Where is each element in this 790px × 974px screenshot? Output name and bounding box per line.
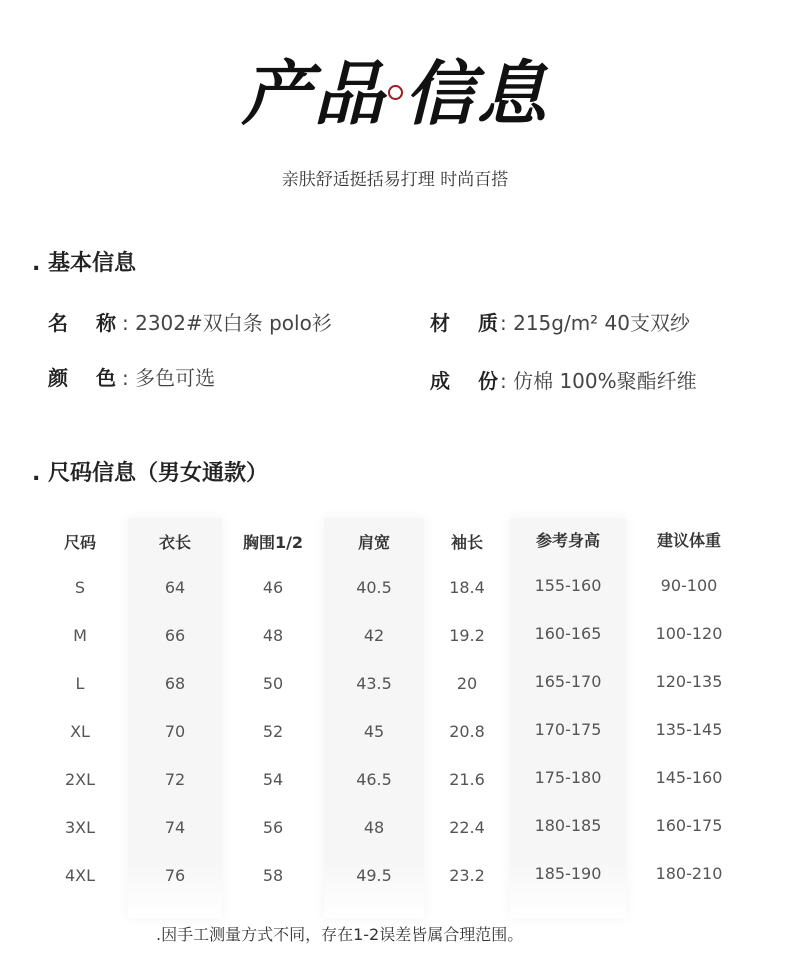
length-column bbox=[128, 518, 222, 918]
table-cell: 46.5 bbox=[356, 770, 392, 789]
table-cell: 155-160 bbox=[534, 576, 602, 595]
table-cell: 4XL bbox=[64, 866, 96, 885]
table-cell: 72 bbox=[164, 770, 186, 789]
name-label: 名 称 bbox=[48, 311, 116, 335]
table-cell: 76 bbox=[164, 866, 186, 885]
title-part-1: 产品 bbox=[241, 52, 386, 135]
column-header: 袖长 bbox=[450, 533, 483, 552]
composition-value: : 仿棉 100%聚酯纤维 bbox=[500, 369, 697, 393]
table-cell: 49.5 bbox=[356, 866, 392, 885]
table-cell: 50 bbox=[262, 674, 284, 693]
table-cell: 160-165 bbox=[534, 624, 602, 643]
table-cell: 74 bbox=[164, 818, 186, 837]
weight-column bbox=[626, 518, 752, 918]
color-label: 颜 色 bbox=[48, 366, 116, 390]
table-cell: 40.5 bbox=[356, 578, 392, 597]
column-header: 肩宽 bbox=[357, 533, 390, 552]
material-label: 材 质 bbox=[430, 311, 498, 335]
size-table bbox=[32, 518, 764, 918]
table-cell: 180-210 bbox=[655, 864, 723, 883]
table-cell: 90-100 bbox=[660, 576, 718, 595]
composition-label: 成 份 bbox=[430, 369, 498, 393]
table-cell: 48 bbox=[363, 818, 385, 837]
table-cell: 46 bbox=[262, 578, 284, 597]
table-cell: M bbox=[73, 626, 87, 645]
column-header: 胸围1/2 bbox=[242, 533, 304, 552]
height-column bbox=[510, 518, 626, 918]
table-cell: 20 bbox=[456, 674, 478, 693]
table-cell: 21.6 bbox=[449, 770, 485, 789]
table-cell: 19.2 bbox=[449, 626, 485, 645]
table-cell: 58 bbox=[262, 866, 284, 885]
table-cell: 22.4 bbox=[449, 818, 485, 837]
material-value: : 215g/m² 40支双纱 bbox=[500, 311, 691, 335]
column-header: 衣长 bbox=[158, 533, 191, 552]
table-cell: 120-135 bbox=[655, 672, 723, 691]
table-cell: 2XL bbox=[64, 770, 96, 789]
table-cell: 52 bbox=[262, 722, 284, 741]
table-cell: 160-175 bbox=[655, 816, 723, 835]
table-cell: 180-185 bbox=[534, 816, 602, 835]
table-cell: 42 bbox=[363, 626, 385, 645]
table-cell: 66 bbox=[164, 626, 186, 645]
column-header: 参考身高 bbox=[535, 531, 600, 550]
table-cell: 185-190 bbox=[534, 864, 602, 883]
table-cell: 70 bbox=[164, 722, 186, 741]
shoulder-column bbox=[324, 518, 424, 918]
table-cell: XL bbox=[70, 722, 90, 741]
table-cell: 165-170 bbox=[534, 672, 602, 691]
measurement-note: .因手工测量方式不同，存在1-2误差皆属合理范围。 bbox=[156, 925, 524, 944]
table-cell: 3XL bbox=[64, 818, 96, 837]
table-cell: 68 bbox=[164, 674, 186, 693]
table-cell: 45 bbox=[363, 722, 385, 741]
table-cell: 56 bbox=[262, 818, 284, 837]
color-value: : 多色可选 bbox=[122, 366, 216, 390]
table-cell: 18.4 bbox=[449, 578, 485, 597]
table-cell: 64 bbox=[164, 578, 186, 597]
column-header: 尺码 bbox=[63, 533, 96, 552]
size-column bbox=[32, 518, 128, 918]
table-cell: 43.5 bbox=[356, 674, 392, 693]
table-cell: 23.2 bbox=[449, 866, 485, 885]
table-cell: L bbox=[75, 674, 85, 693]
title-part-2: 信息 bbox=[404, 52, 549, 135]
table-cell: 170-175 bbox=[534, 720, 602, 739]
table-cell: 20.8 bbox=[449, 722, 485, 741]
table-cell: S bbox=[74, 578, 86, 597]
table-cell: 135-145 bbox=[655, 720, 723, 739]
page-title bbox=[0, 52, 790, 136]
basic-info-heading: . 基本信息 bbox=[32, 251, 137, 276]
sleeve-column bbox=[424, 518, 510, 918]
title-dot-ornament bbox=[388, 85, 403, 100]
subtitle: 亲肤舒适挺括易打理 时尚百搭 bbox=[281, 170, 509, 190]
table-cell: 100-120 bbox=[655, 624, 723, 643]
size-info-heading: . 尺码信息（男女通款） bbox=[32, 461, 269, 486]
name-value: : 2302#双白条 polo衫 bbox=[122, 311, 332, 335]
table-cell: 54 bbox=[262, 770, 284, 789]
table-cell: 145-160 bbox=[655, 768, 723, 787]
chest-column bbox=[222, 518, 324, 918]
column-header: 建议体重 bbox=[656, 531, 721, 550]
table-cell: 48 bbox=[262, 626, 284, 645]
table-cell: 175-180 bbox=[534, 768, 602, 787]
